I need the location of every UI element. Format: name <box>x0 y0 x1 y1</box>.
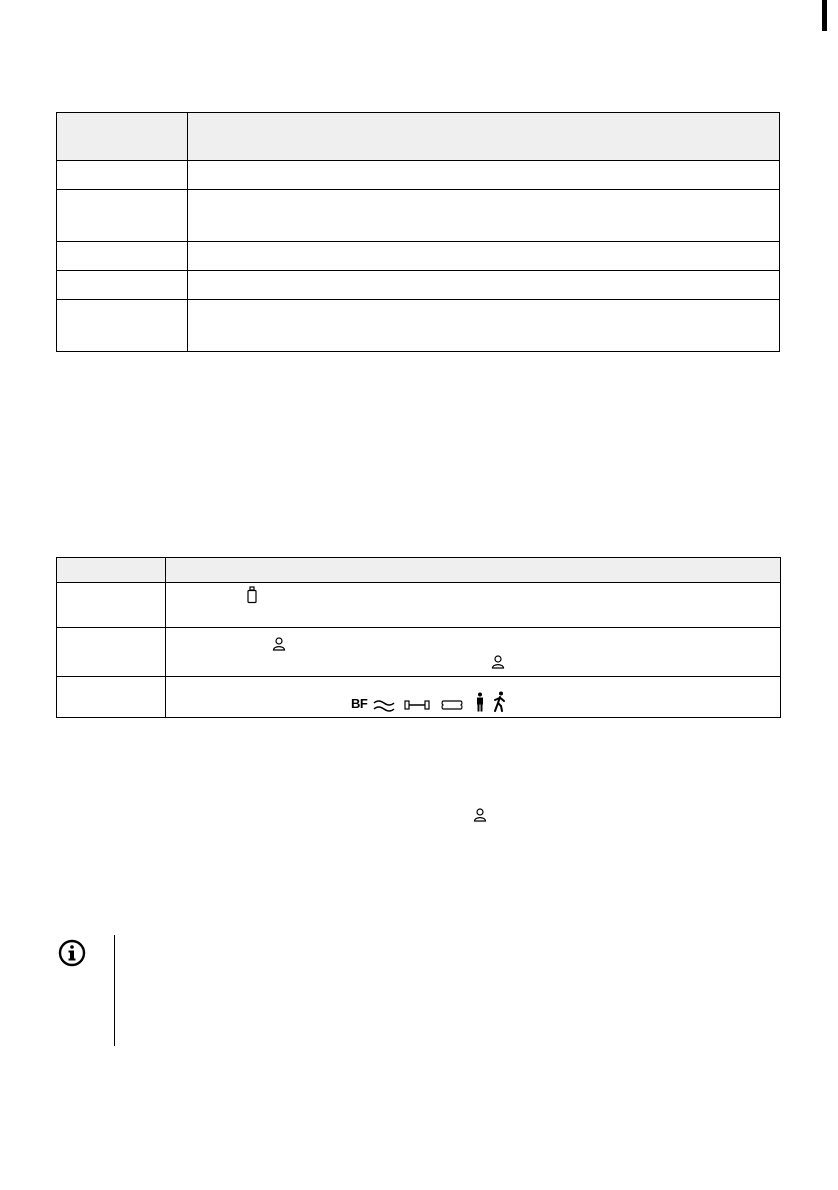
table-row <box>57 628 781 677</box>
water-waves-icon <box>373 698 395 712</box>
person-standing-icon <box>475 692 485 712</box>
person-walking-icon <box>491 691 509 712</box>
table-row <box>57 677 781 718</box>
bf-body-fat-icon: BF <box>351 696 368 711</box>
user-icon <box>491 655 505 669</box>
table-row <box>57 161 780 190</box>
page-edge-marker <box>822 0 827 31</box>
table-2-header-cell <box>166 558 781 583</box>
muscle-dumbbell-icon <box>404 699 430 711</box>
table-row <box>57 242 780 271</box>
table-row <box>57 583 781 628</box>
table-1 <box>56 112 780 352</box>
table-2 <box>56 557 781 718</box>
table-cell <box>188 242 780 271</box>
table-cell <box>188 190 780 242</box>
weight-icon <box>246 586 258 604</box>
bone-icon <box>439 699 465 711</box>
table-cell <box>57 271 188 300</box>
table-cell <box>57 628 166 677</box>
table-cell <box>188 300 780 352</box>
table-2-header-cell <box>57 558 166 583</box>
table-cell <box>166 677 781 718</box>
table-cell <box>57 190 188 242</box>
table-cell <box>57 161 188 190</box>
table-row <box>57 190 780 242</box>
table-cell <box>57 583 166 628</box>
table-cell <box>188 271 780 300</box>
table-2-header-row <box>57 558 781 583</box>
table-1-header-cell <box>57 113 188 161</box>
table-1-header-cell <box>188 113 780 161</box>
table-cell <box>166 628 781 677</box>
table-cell <box>188 161 780 190</box>
user-icon <box>272 637 286 651</box>
table-1-header-row <box>57 113 780 161</box>
table-cell <box>57 242 188 271</box>
table-cell <box>57 300 188 352</box>
table-cell <box>57 677 166 718</box>
info-icon <box>58 939 86 967</box>
table-row <box>57 300 780 352</box>
table-row <box>57 271 780 300</box>
note-divider <box>114 935 115 1046</box>
user-icon <box>473 808 487 822</box>
